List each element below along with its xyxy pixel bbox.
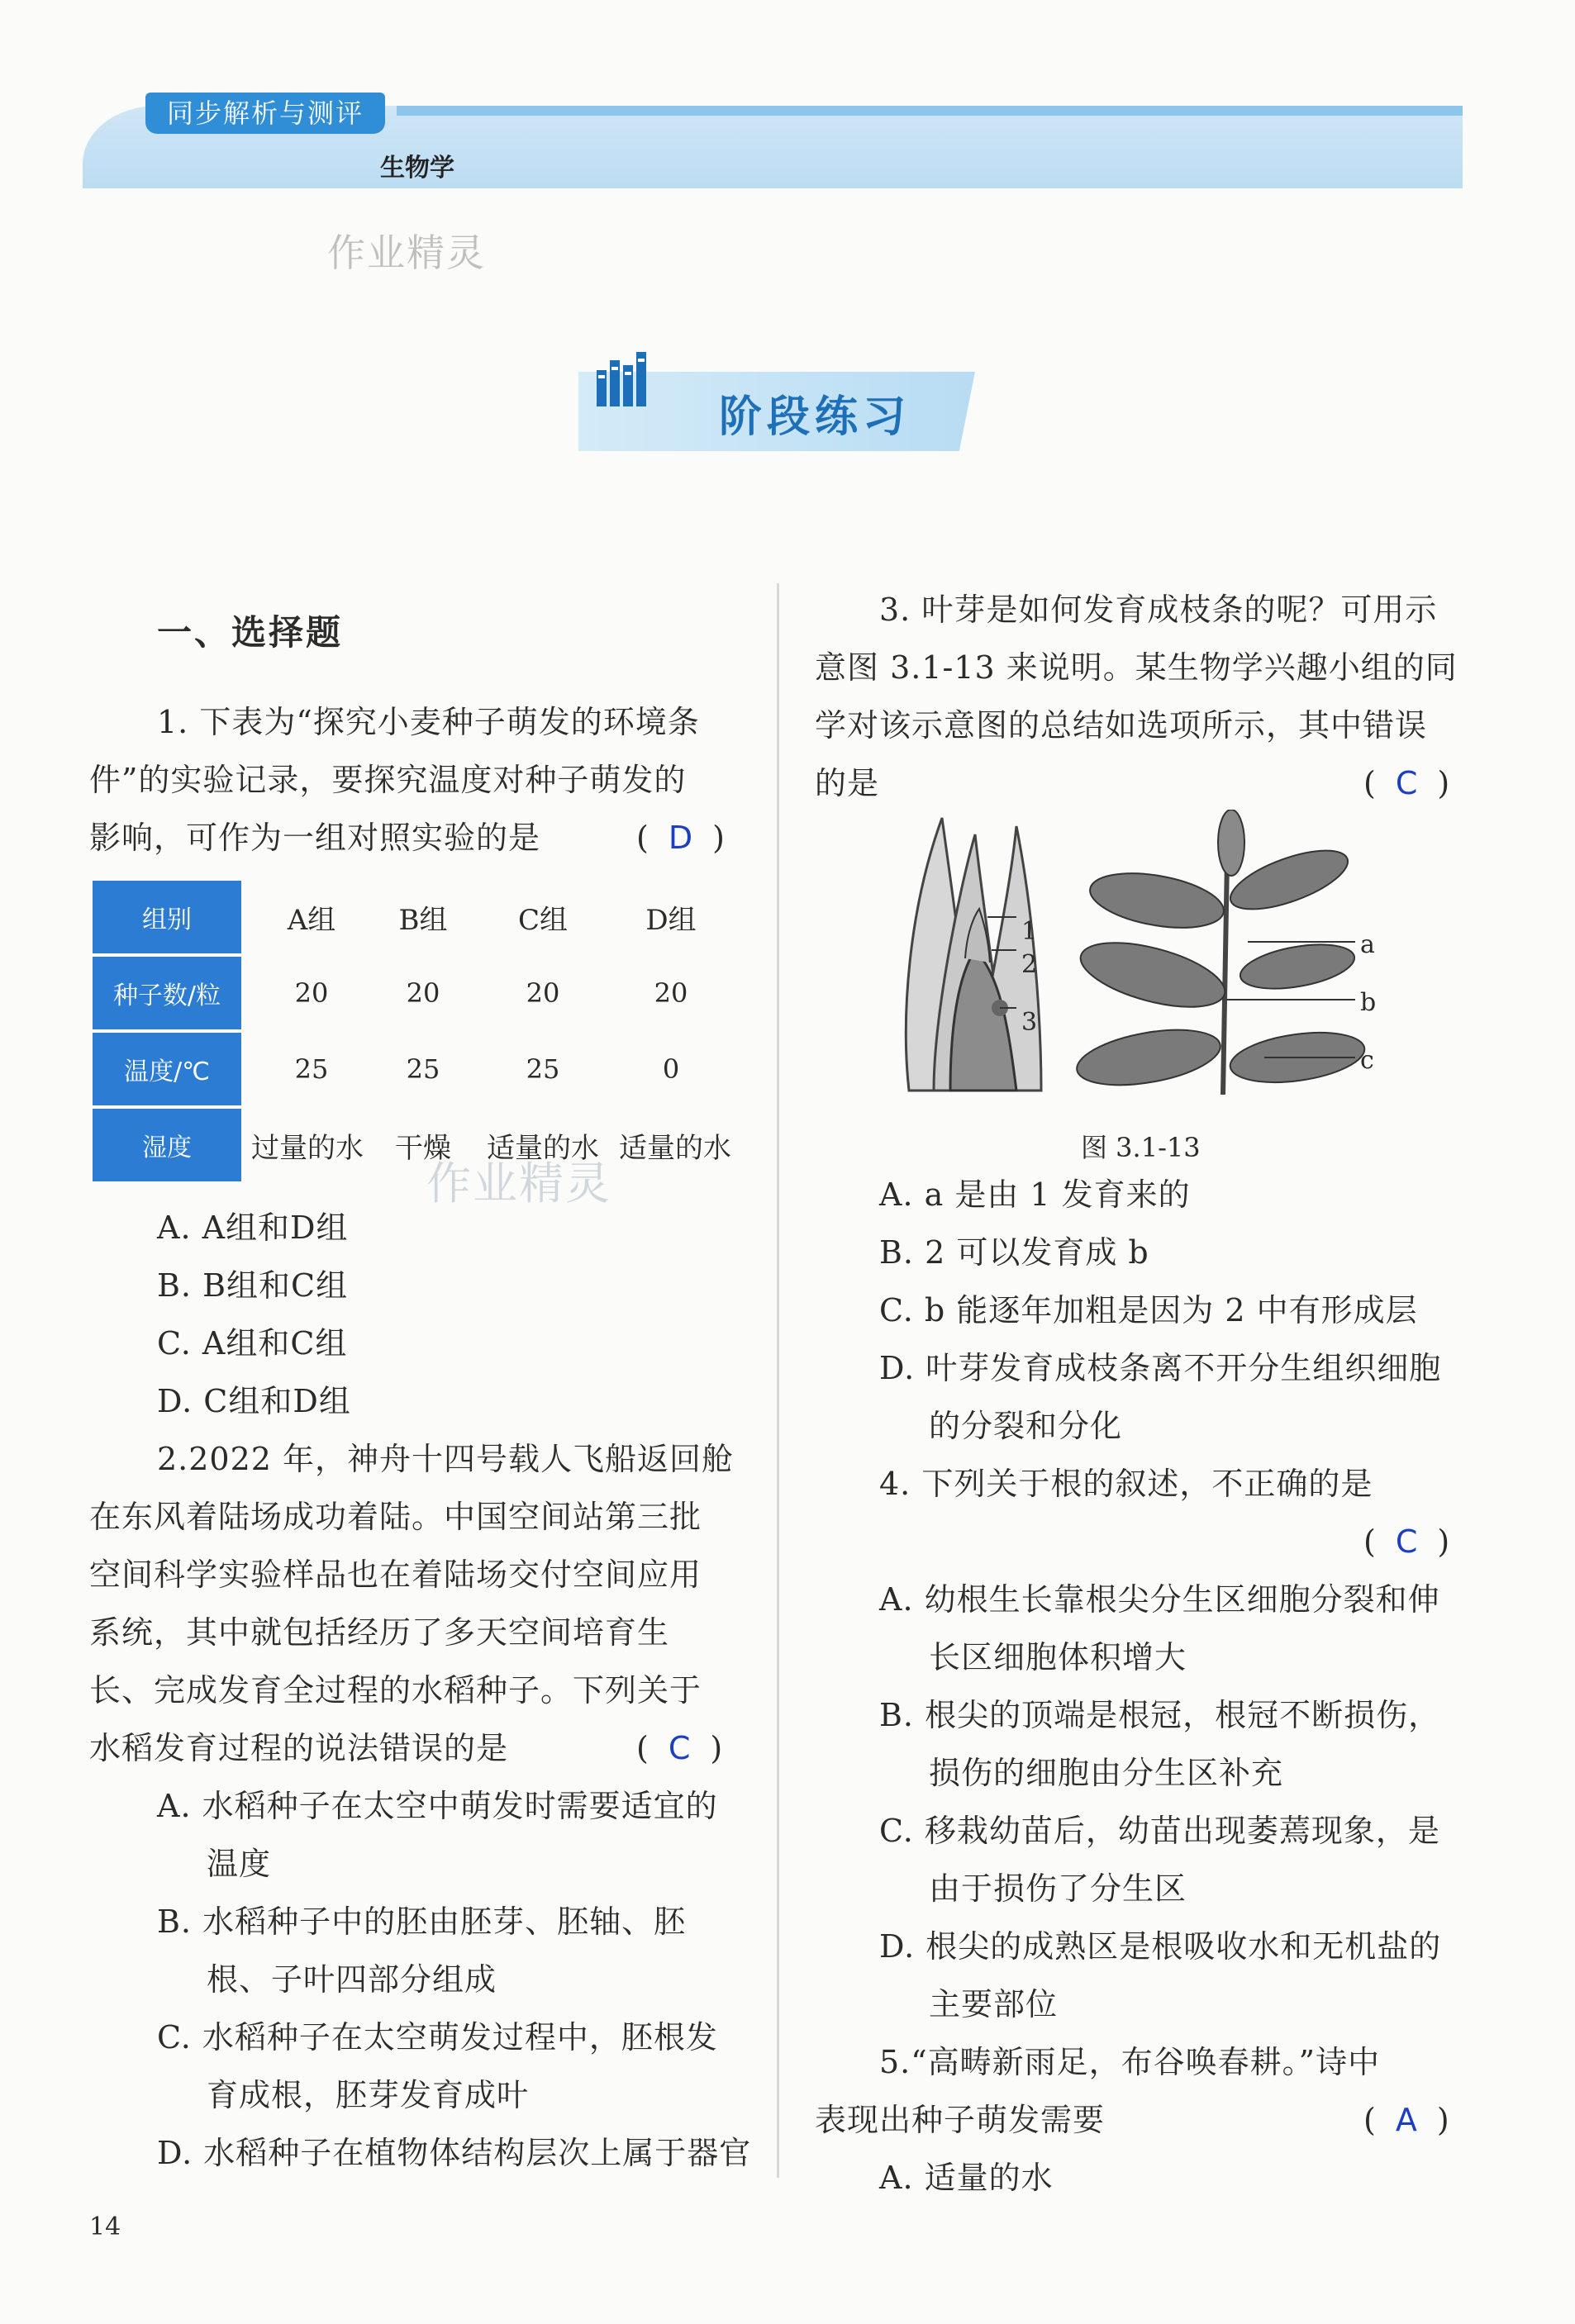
figure-caption: 图 3.1-13	[1081, 1132, 1201, 1163]
q3-answer: ( C )	[1363, 765, 1450, 801]
section-title: 阶段练习	[719, 392, 911, 442]
q2-line: 在东风着陆场成功着陆。中国空间站第三批	[89, 1499, 702, 1535]
table-cell: 0	[662, 1053, 680, 1085]
table-header-cell: 温度/℃	[93, 1033, 241, 1105]
q1-option: B. B组和C组	[157, 1267, 349, 1304]
table-header-cell: 湿度	[93, 1109, 241, 1181]
q1-option: C. A组和C组	[157, 1325, 348, 1362]
table-cell: A组	[287, 903, 336, 937]
q2-option: D. 水稻种子在植物体结构层次上属于器官	[157, 2135, 752, 2171]
q3-option: D. 叶芽发育成枝条离不开分生组织细胞	[879, 1350, 1442, 1386]
q2-answer: ( C )	[636, 1730, 723, 1766]
figure-label: a	[1360, 930, 1376, 959]
q2-line: 水稻发育过程的说法错误的是	[89, 1730, 509, 1766]
q3-line: 学对该示意图的总结如选项所示，其中错误	[815, 707, 1428, 744]
books-icon	[595, 349, 653, 408]
table-row	[93, 957, 737, 1033]
column-divider	[777, 583, 779, 2178]
q4-option: A. 幼根生长靠根尖分生区细胞分裂和伸	[879, 1581, 1440, 1618]
table-cell: D组	[645, 903, 697, 937]
q1-answer: ( D )	[636, 820, 725, 856]
page-number: 14	[89, 2212, 121, 2241]
branch-illustration	[1073, 810, 1368, 1095]
q4-answer: ( C )	[1363, 1523, 1450, 1560]
table-cell: 适量的水	[487, 1131, 599, 1165]
q3-option: A. a 是由 1 发育来的	[879, 1176, 1191, 1213]
table-row	[93, 1109, 737, 1185]
q4-option: D. 根尖的成熟区是根吸收水和无机盐的	[879, 1928, 1442, 1965]
figure-label: 2	[1021, 950, 1039, 979]
watermark: 作业精灵	[426, 1157, 611, 1210]
figure-label: c	[1360, 1046, 1375, 1075]
q5-answer: ( A )	[1363, 2102, 1449, 2138]
table-cell: 25	[406, 1053, 440, 1085]
q2-option: B. 水稻种子中的胚由胚芽、胚轴、胚	[157, 1903, 687, 1940]
q4-option-cont: 长区细胞体积增大	[929, 1639, 1187, 1675]
table-row	[93, 1033, 737, 1109]
table-cell: 20	[406, 977, 440, 1009]
q2-option: C. 水稻种子在太空萌发过程中，胚根发	[157, 2019, 718, 2055]
table-header-cell: 种子数/粒	[93, 957, 241, 1029]
q4-line: 4. 下列关于根的叙述，不正确的是	[879, 1466, 1373, 1502]
q2-line: 空间科学实验样品也在着陆场交付空间应用	[89, 1556, 702, 1593]
table-cell: 20	[654, 977, 688, 1009]
header-rule	[397, 106, 1463, 116]
q3-line: 3. 叶芽是如何发育成枝条的呢？可用示	[879, 592, 1438, 628]
table-cell: 适量的水	[619, 1131, 731, 1165]
table-cell: 20	[294, 977, 329, 1009]
q2-option-cont: 温度	[207, 1846, 272, 1882]
q2-line: 长、完成发育全过程的水稻种子。下列关于	[89, 1672, 702, 1709]
q1-option: A. A组和D组	[157, 1210, 349, 1246]
figure-label: 3	[1021, 1008, 1039, 1037]
figure-label: 1	[1021, 917, 1039, 946]
q3-line: 的是	[815, 765, 880, 801]
q3-option: B. 2 可以发育成 b	[879, 1234, 1149, 1271]
table-row	[93, 881, 737, 957]
table-cell: 25	[294, 1053, 329, 1085]
q1-line: 1. 下表为“探究小麦种子萌发的环境条	[157, 704, 700, 740]
q2-option-cont: 根、子叶四部分组成	[207, 1961, 497, 1998]
watermark: 作业精灵	[327, 230, 486, 275]
q1-table	[93, 881, 737, 1185]
q4-option: C. 移栽幼苗后，幼苗出现萎蔫现象，是	[879, 1813, 1440, 1849]
q5-line: 5.“高畴新雨足，布谷唤春耕。”诗中	[879, 2044, 1381, 2080]
q1-line: 影响，可作为一组对照实验的是	[89, 820, 541, 856]
q5-line: 表现出种子萌发需要	[815, 2102, 1106, 2138]
q4-option-cont: 损伤的细胞由分生区补充	[929, 1755, 1284, 1791]
q2-line: 2.2022 年，神舟十四号载人飞船返回舱	[157, 1441, 735, 1477]
q4-option: B. 根尖的顶端是根冠，根冠不断损伤，	[879, 1697, 1441, 1733]
table-cell: C组	[517, 903, 568, 937]
figure-bud-branch	[876, 810, 1421, 1107]
q1-option: D. C组和D组	[157, 1383, 351, 1419]
table-cell: 干燥	[395, 1131, 451, 1165]
q5-option: A. 适量的水	[879, 2160, 1054, 2196]
series-title: 同步解析与测评	[145, 93, 385, 134]
table-header-cell: 组别	[93, 881, 241, 953]
subject-label: 生物学	[380, 154, 454, 183]
q4-option-cont: 由于损伤了分生区	[929, 1870, 1187, 1907]
table-cell: 20	[526, 977, 560, 1009]
table-cell: B组	[398, 903, 448, 937]
section-heading: 一、选择题	[157, 612, 344, 653]
figure-label: b	[1360, 988, 1378, 1017]
q2-option-cont: 育成根，胚芽发育成叶	[207, 2077, 530, 2113]
q1-line: 件”的实验记录，要探究温度对种子萌发的	[89, 762, 687, 798]
table-cell: 25	[526, 1053, 560, 1085]
q3-option: C. b 能逐年加粗是因为 2 中有形成层	[879, 1292, 1418, 1328]
table-cell: 过量的水	[251, 1131, 364, 1165]
q3-option-cont: 的分裂和分化	[929, 1408, 1123, 1444]
q4-option-cont: 主要部位	[929, 1986, 1059, 2022]
q2-line: 系统，其中就包括经历了多天空间培育生	[89, 1614, 670, 1651]
q3-line: 意图 3.1-13 来说明。某生物学兴趣小组的同	[815, 649, 1458, 686]
q2-option: A. 水稻种子在太空中萌发时需要适宜的	[157, 1788, 718, 1824]
